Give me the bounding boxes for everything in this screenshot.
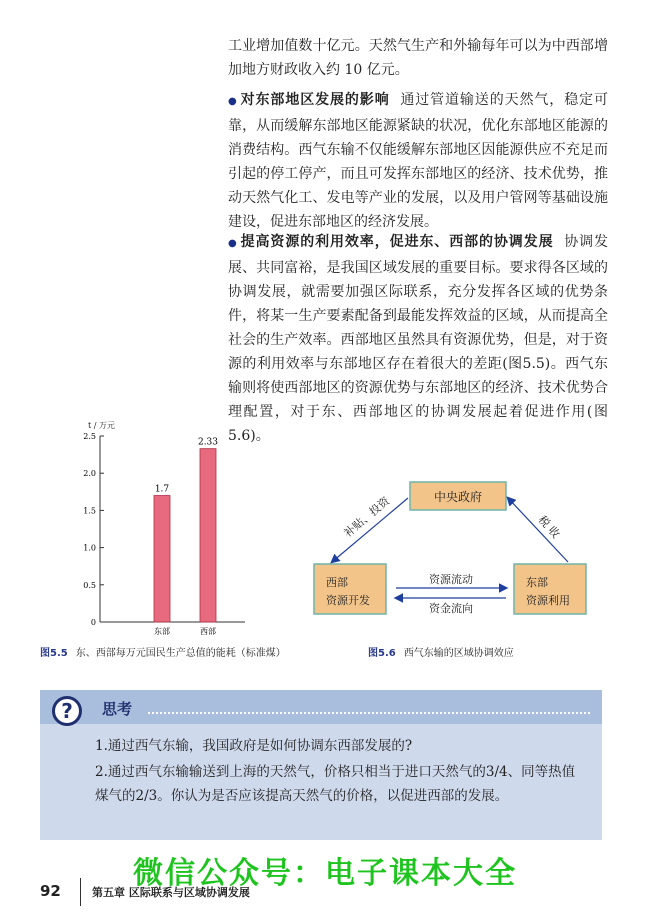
figure-5-6-number: 图5.6 bbox=[368, 648, 396, 659]
bullet-icon: ● bbox=[228, 96, 238, 107]
paragraph-fiscal: 工业增加值数十亿元。天然气生产和外输每年可以为中西部增加地方财政收入约 10 亿元。 bbox=[228, 38, 608, 78]
paragraph-efficiency bbox=[228, 230, 608, 448]
y-tick-label: 1.0 bbox=[83, 543, 96, 553]
west-box-line2: 资源开发 bbox=[326, 594, 370, 607]
bar-value-label: 2.33 bbox=[197, 437, 219, 448]
heading-efficiency: 提高资源的利用效率，促进东、西部的协调发展 bbox=[240, 234, 554, 250]
bar-west bbox=[200, 449, 216, 622]
paragraph-efficiency-body: 协调发展、共同富裕，是我国区域发展的重要目标。要求得各区域的协调发展，就需要加强区际联系，充分发挥各区域的优势条件，将某一生产要素配备到最能发挥效益的区域，从而提高全社会的生产效率。西部地区虽然具有资源优势，但是，对于资源的利用效率与东部地区存在着很大的差距(图5.5)。西气东输则将使西部地区的资源优势与东部地区的经济、技术优势合理配置，对于东、西部地区的协调发展起着促进作用(图5.6)。 bbox=[228, 234, 608, 444]
subsidy-label: 补贴、投资 bbox=[341, 494, 393, 540]
y-axis-label: t / 万元 bbox=[88, 421, 115, 430]
east-box-line1: 东部 bbox=[526, 576, 548, 589]
central-government-label: 中央政府 bbox=[433, 490, 483, 504]
footer-divider bbox=[80, 878, 81, 906]
bullet-icon: ● bbox=[228, 238, 238, 249]
paragraph-east-impact-body: 通过管道输送的天然气，稳定可靠，从而缓解东部地区能源紧缺的状况，优化东部地区能源的消费结构。西气东输不仅能缓解东部地区因能源供应不充足而引起的停工停产，而且可发挥东部地区的经济、技术优势，推动天然气化工、发电等产业的发展，以及用户管网等基础设施建设，促进东部地区的经济发展。 bbox=[228, 92, 608, 230]
page-number: 92 bbox=[40, 882, 61, 900]
think-divider bbox=[148, 712, 590, 714]
think-question-2: 2.通过西气东输输送到上海的天然气，价格只相当于进口天然气的3/4、同等热值煤气的2/3。你认为是否应该提高天然气的价格，以促进西部的发展。 bbox=[95, 764, 576, 804]
figure-5-5-number: 图5.5 bbox=[40, 648, 68, 659]
energy-bar-chart bbox=[60, 418, 250, 638]
bar-value-label: 1.7 bbox=[154, 484, 170, 495]
think-box bbox=[40, 690, 602, 840]
watermark: 微信公众号：电子课本大全 bbox=[133, 856, 517, 891]
capital-flow-label: 资金流向 bbox=[429, 602, 473, 615]
y-tick-label: 2.5 bbox=[83, 432, 96, 441]
figure-5-6-text: 西气东输的区域协调效应 bbox=[403, 648, 514, 659]
x-category-label: 西部 bbox=[200, 627, 216, 636]
x-category-label: 东部 bbox=[154, 627, 170, 636]
west-box-line1: 西部 bbox=[326, 576, 348, 589]
y-tick-label: 0.5 bbox=[83, 580, 96, 590]
y-tick-label: 1.5 bbox=[83, 506, 96, 516]
y-tick-label: 0 bbox=[90, 618, 96, 627]
figure-5-6-caption bbox=[368, 644, 514, 659]
tax-label: 税 收 bbox=[535, 513, 563, 541]
paragraph-east-impact bbox=[228, 88, 608, 234]
bar-east bbox=[154, 496, 170, 622]
figure-5-5-caption bbox=[40, 644, 286, 659]
question-icon: ? bbox=[52, 696, 82, 726]
resource-flow-label: 资源流动 bbox=[429, 573, 473, 586]
think-title: 思考 bbox=[102, 700, 133, 718]
coordination-diagram bbox=[300, 470, 620, 630]
heading-east-impact: 对东部地区发展的影响 bbox=[240, 92, 390, 108]
think-question-1: 1.通过西气东输，我国政府是如何协调东西部发展的? bbox=[95, 738, 413, 754]
east-box-line2: 资源利用 bbox=[526, 594, 570, 607]
figure-5-5-text: 东、西部每万元国民生产总值的能耗（标准煤） bbox=[75, 648, 286, 659]
y-tick-label: 2.0 bbox=[83, 469, 96, 479]
chapter-title: 第五章 区际联系与区域协调发展 bbox=[92, 886, 250, 899]
